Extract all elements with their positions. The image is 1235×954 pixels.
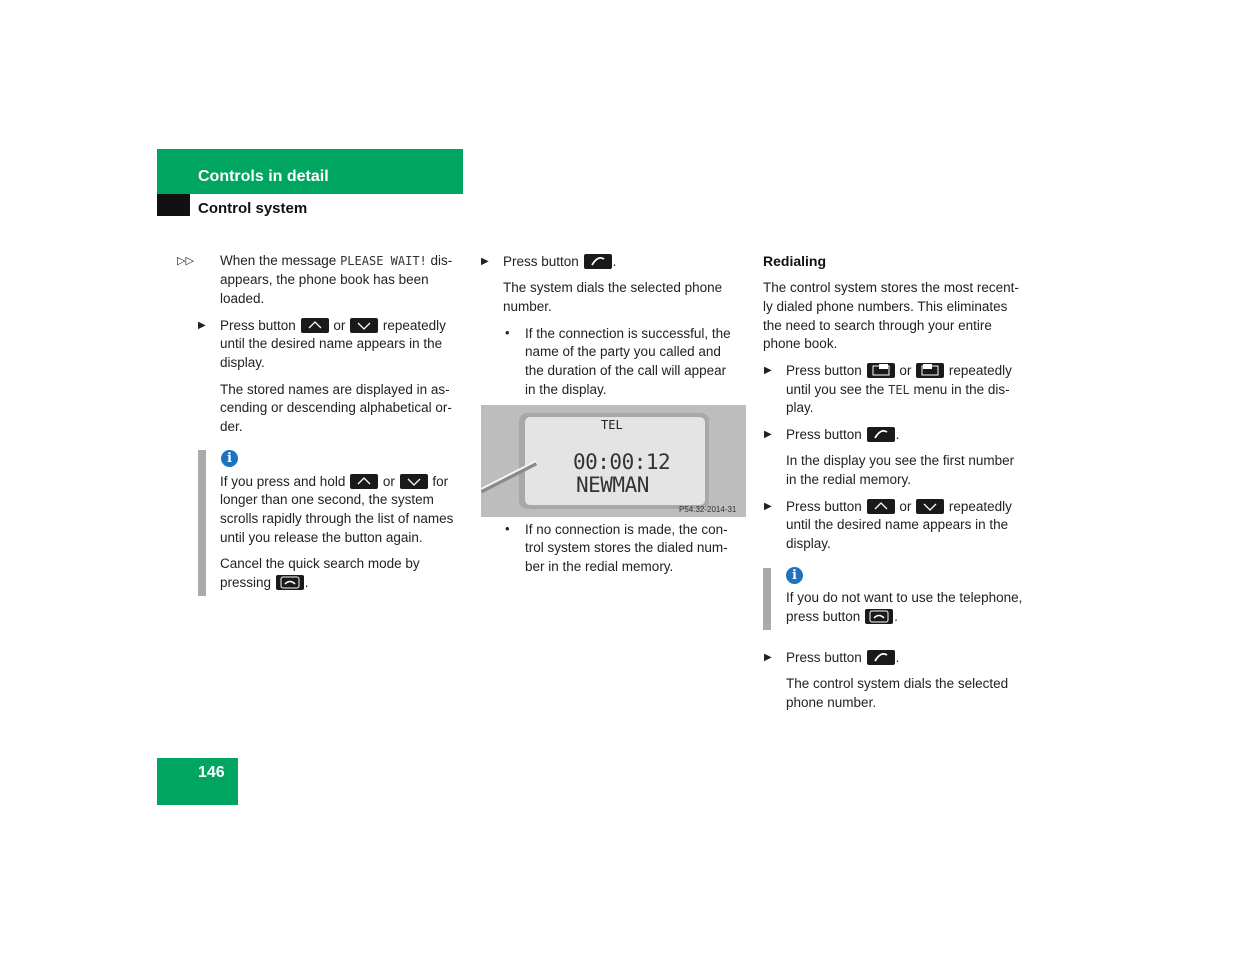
step-arrow-icon: ▶: [198, 320, 206, 331]
info-bar: [763, 568, 771, 630]
step-arrow-icon: ▶: [764, 501, 772, 512]
photo-reference-code: P54.32-2014-31: [679, 505, 737, 514]
end-call-button-icon: [276, 575, 304, 590]
subsection-marker: [157, 194, 190, 216]
section-title: Controls in detail: [198, 168, 329, 185]
step-line: Press button .: [786, 427, 900, 442]
info-line: until you release the button again.: [220, 530, 423, 545]
bullet-line: name of the party you called and: [525, 344, 721, 359]
bullet-icon: •: [505, 521, 510, 536]
down-button-icon: [400, 474, 428, 489]
paragraph-line: der.: [220, 419, 243, 434]
step-line: Press button .: [503, 254, 617, 269]
info-line: Cancel the quick search mode by: [220, 556, 420, 571]
display-menu-label: TEL: [601, 418, 623, 432]
step-line: Press button or repeatedly: [220, 318, 446, 333]
step-line: Press button .: [786, 650, 900, 665]
page-number: 146: [198, 764, 225, 781]
result-line: phone number.: [786, 695, 877, 710]
bullet-line: the duration of the call will appear: [525, 363, 727, 378]
down-button-icon: [916, 499, 944, 514]
display-call-duration: 00:00:12: [573, 450, 671, 474]
paragraph-line: The control system stores the most recent-: [763, 280, 1019, 295]
result-line: The system dials the selected phone: [503, 280, 723, 295]
menu-left-button-icon: [867, 363, 895, 378]
up-button-icon: [301, 318, 329, 333]
paragraph-line: loaded.: [220, 291, 265, 306]
step-arrow-icon: ▶: [764, 429, 772, 440]
info-line: scrolls rapidly through the list of names: [220, 511, 454, 526]
menu-code: TEL: [888, 383, 910, 397]
result-line: number.: [503, 299, 552, 314]
paragraph-line: phone book.: [763, 336, 838, 351]
bullet-line: If no connection is made, the con-: [525, 522, 728, 537]
info-line: If you press and hold or for: [220, 474, 449, 489]
up-button-icon: [350, 474, 378, 489]
paragraph-line: ly dialed phone numbers. This eliminates: [763, 299, 1008, 314]
bullet-line: ber in the redial memory.: [525, 559, 674, 574]
info-line: pressing .: [220, 575, 309, 590]
result-line: The control system dials the selected: [786, 676, 1009, 691]
paragraph-line: appears, the phone book has been: [220, 272, 429, 287]
subsection-title: Control system: [198, 200, 308, 217]
step-line: until the desired name appears in the: [786, 517, 1009, 532]
call-button-icon: [867, 650, 895, 665]
step-line: Press button or repeatedly: [786, 363, 1012, 378]
step-line: display.: [220, 355, 265, 370]
step-arrow-icon: ▶: [764, 365, 772, 376]
call-button-icon: [867, 427, 895, 442]
result-line: In the display you see the first number: [786, 453, 1015, 468]
step-arrow-icon: ▶: [764, 652, 772, 663]
paragraph-line: cending or descending alphabetical or-: [220, 400, 452, 415]
step-line: play.: [786, 400, 814, 415]
paragraph-line: When the message PLEASE WAIT! dis-: [220, 253, 453, 268]
bullet-line: trol system stores the dialed num-: [525, 540, 728, 555]
step-line: Press button or repeatedly: [786, 499, 1012, 514]
call-button-icon: [584, 254, 612, 269]
display-photo: [481, 405, 746, 517]
down-button-icon: [350, 318, 378, 333]
step-line: display.: [786, 536, 831, 551]
section-heading: Redialing: [763, 253, 827, 269]
continued-marker: ▷▷: [177, 255, 194, 267]
display-message-code: PLEASE WAIT!: [340, 254, 427, 268]
up-button-icon: [867, 499, 895, 514]
bullet-icon: •: [505, 325, 510, 340]
step-line: until the desired name appears in the: [220, 336, 443, 351]
step-arrow-icon: ▶: [481, 256, 489, 267]
result-line: in the redial memory.: [786, 472, 912, 487]
info-icon: i: [786, 567, 803, 584]
paragraph-line: The stored names are displayed in as-: [220, 382, 450, 397]
info-line: If you do not want to use the telephone,: [786, 590, 1023, 605]
bullet-line: If the connection is successful, the: [525, 326, 731, 341]
end-call-button-icon: [865, 609, 893, 624]
info-line: press button .: [786, 609, 898, 624]
step-line: until you see the TEL menu in the dis-: [786, 382, 1010, 397]
menu-right-button-icon: [916, 363, 944, 378]
bullet-line: in the display.: [525, 382, 607, 397]
info-icon: i: [221, 450, 238, 467]
info-line: longer than one second, the system: [220, 492, 434, 507]
info-bar: [198, 450, 206, 596]
display-caller-name: NEWMAN: [576, 473, 649, 497]
paragraph-line: the need to search through your entire: [763, 318, 992, 333]
